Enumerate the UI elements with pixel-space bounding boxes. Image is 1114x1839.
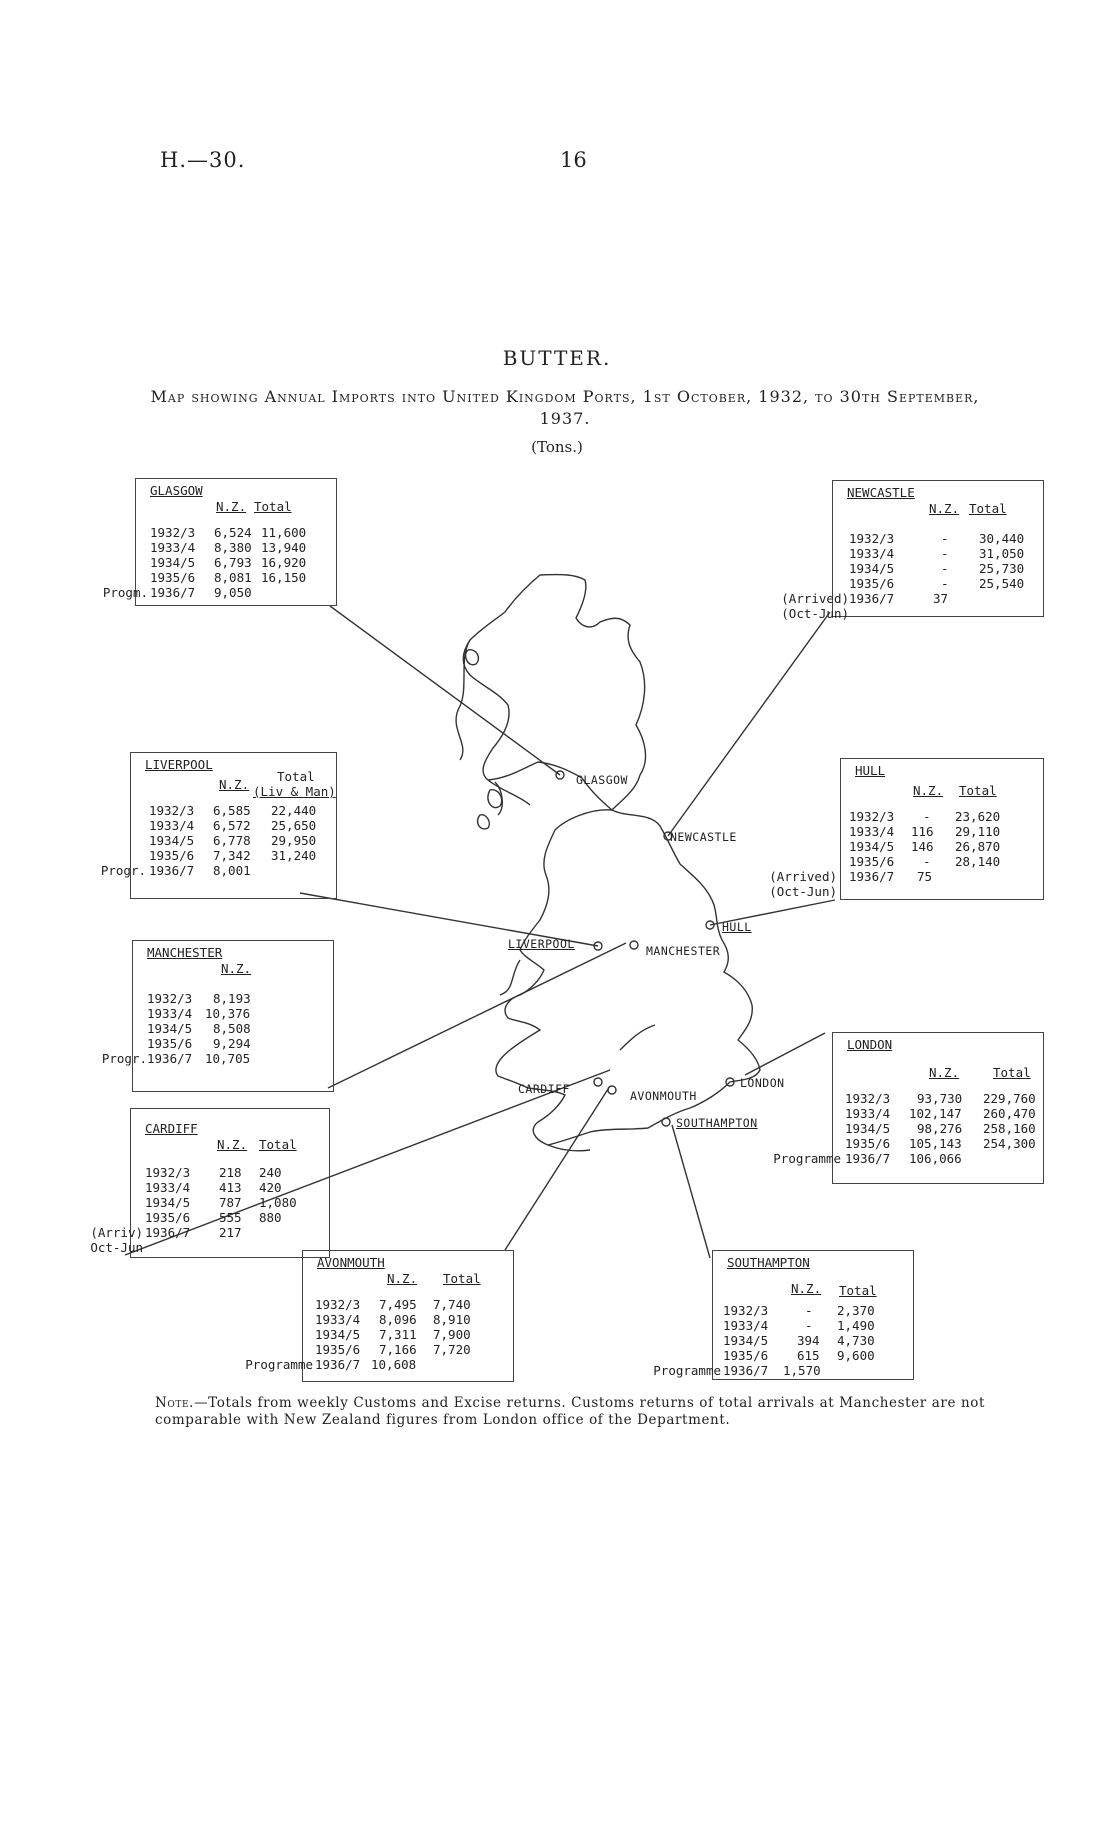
table-row: 1933/4 10,376 — [147, 1006, 251, 1021]
label-manchester: MANCHESTER — [646, 944, 721, 958]
col-nz: N.Z. — [791, 1281, 822, 1296]
label-cardiff: CARDIFF — [518, 1082, 570, 1096]
port-name: SOUTHAMPTON — [727, 1255, 810, 1270]
label-liverpool: LIVERPOOL — [508, 937, 575, 951]
table-row: Programme 1936/7 1,570 — [653, 1363, 821, 1378]
col-total: Total — [443, 1271, 481, 1286]
port-box-newcastle — [781, 480, 1044, 621]
col-nz: N.Z. — [929, 1065, 960, 1080]
port-box-manchester — [101, 940, 334, 1092]
col-nz: N.Z. — [387, 1271, 418, 1286]
leader-line — [745, 1033, 825, 1075]
table-row: 1935/6 7,342 31,240 — [149, 848, 317, 863]
table-row: 1933/4 102,147 260,470 — [845, 1106, 1036, 1121]
table-row: Programme 1936/7 106,066 — [773, 1151, 962, 1166]
footnote-label: Note. — [155, 1395, 195, 1411]
port-marker-cardiff — [594, 1078, 602, 1086]
port-box-hull — [769, 758, 1044, 900]
table-row: 1934/5 6,793 16,920 — [150, 555, 307, 570]
leader-line — [672, 1125, 710, 1258]
label-hull: HULL — [722, 920, 752, 934]
page-reference: H.—30. — [160, 148, 246, 172]
port-box-liverpool — [100, 752, 337, 899]
table-row: 1934/5 787 1,080 — [145, 1195, 297, 1210]
table-row: 1932/3 7,495 7,740 — [315, 1297, 471, 1312]
col-total: Total — [254, 499, 292, 514]
table-row: 1932/3 - 23,620 — [849, 809, 1001, 824]
table-row: Progr. 1936/7 10,705 — [101, 1051, 251, 1066]
col-nz: N.Z. — [219, 777, 250, 792]
footnote-text: —Totals from weekly Customs and Excise returns. Customs returns of total arrivals at Manchester are not comparable with New Zealand figures from London office of the Department. — [155, 1395, 985, 1428]
table-row: 1934/5 7,311 7,900 — [315, 1327, 471, 1342]
map-subtitle: Map showing Annual Imports into United Kingdom Ports, 1st October, 1932, to 30th September, 1937. — [150, 387, 980, 428]
table-row: Progr. 1936/7 8,001 — [100, 863, 251, 878]
table-row: (Arriv) 1936/7 217 — [90, 1225, 242, 1240]
port-box-cardiff — [90, 1108, 330, 1258]
port-box-london — [773, 1032, 1044, 1184]
port-name: GLASGOW — [150, 483, 203, 498]
table-row: 1934/5 98,276 258,160 — [845, 1121, 1036, 1136]
table-row: 1932/3 - 30,440 — [849, 531, 1025, 546]
table-row: 1933/4 6,572 25,650 — [149, 818, 317, 833]
table-row: 1934/5 146 26,870 — [849, 839, 1001, 854]
table-row: 1932/3 8,193 — [147, 991, 251, 1006]
col-nz: N.Z. — [217, 1137, 248, 1152]
table-row: (Arrived) 1936/7 75 — [769, 869, 933, 884]
leader-line — [668, 612, 830, 836]
table-row: 1934/5 8,508 — [147, 1021, 251, 1036]
map-title: BUTTER. — [502, 346, 612, 370]
table-row: 1935/6 615 9,600 — [723, 1348, 875, 1363]
table-row: 1933/4 8,380 13,940 — [150, 540, 307, 555]
page-number: 16 — [560, 148, 587, 172]
leader-line — [328, 943, 626, 1088]
table-row: 1932/3 218 240 — [145, 1165, 282, 1180]
table-row: 1932/3 - 2,370 — [723, 1303, 875, 1318]
table-row: 1935/6 555 880 — [145, 1210, 282, 1225]
table-row: Progm. 1936/7 9,050 — [102, 585, 252, 600]
isle-shape — [488, 790, 502, 808]
units-label: (Tons.) — [531, 438, 583, 456]
port-marker-manchester — [630, 941, 638, 949]
table-row: 1933/4 - 31,050 — [849, 546, 1025, 561]
col-total: Total — [839, 1283, 877, 1298]
port-name: MANCHESTER — [147, 945, 223, 960]
label-newcastle: NEWCASTLE — [670, 830, 737, 844]
table-row: 1934/5 394 4,730 — [723, 1333, 875, 1348]
table-row: 1935/6 7,166 7,720 — [315, 1342, 471, 1357]
port-box-southampton — [653, 1250, 914, 1380]
port-box-avonmouth — [245, 1250, 514, 1382]
col-total: Total — [993, 1065, 1031, 1080]
col-nz: N.Z. — [216, 499, 247, 514]
table-row: 1934/5 - 25,730 — [849, 561, 1025, 576]
col-total: Total — [277, 769, 315, 784]
col-nz: N.Z. — [913, 783, 944, 798]
label-southampton: SOUTHAMPTON — [676, 1116, 758, 1130]
col-nz: N.Z. — [929, 501, 960, 516]
leader-line — [330, 606, 560, 775]
port-box-glasgow — [102, 478, 337, 606]
isle-shape — [466, 650, 479, 665]
table-row: 1935/6 - 28,140 — [849, 854, 1001, 869]
table-row: 1935/6 105,143 254,300 — [845, 1136, 1036, 1151]
port-name: HULL — [855, 763, 886, 778]
table-row: 1934/5 6,778 29,950 — [149, 833, 317, 848]
table-row: Programme 1936/7 10,608 — [245, 1357, 417, 1372]
port-name: CARDIFF — [145, 1121, 198, 1136]
footnote — [155, 1395, 985, 1429]
isle-shape — [478, 815, 490, 829]
table-row: 1935/6 9,294 — [147, 1036, 251, 1051]
table-row: 1933/4 413 420 — [145, 1180, 282, 1195]
port-name: AVONMOUTH — [317, 1255, 385, 1270]
label-london: LONDON — [740, 1076, 785, 1090]
table-row: 1933/4 8,096 8,910 — [315, 1312, 471, 1327]
table-row: 1932/3 6,585 22,440 — [149, 803, 317, 818]
label-glasgow: GLASGOW — [576, 773, 628, 787]
table-row: 1933/4 - 1,490 — [723, 1318, 875, 1333]
label-avonmouth: AVONMOUTH — [630, 1089, 697, 1103]
table-row: 1933/4 116 29,110 — [849, 824, 1001, 839]
table-row: 1932/3 93,730 229,760 — [845, 1091, 1036, 1106]
port-marker-southampton — [662, 1118, 670, 1126]
port-name: NEWCASTLE — [847, 485, 915, 500]
port-name: LIVERPOOL — [145, 757, 213, 772]
col-total: Total — [969, 501, 1007, 516]
col-total: Total — [259, 1137, 297, 1152]
table-row: (Oct-Jun) — [781, 606, 849, 621]
table-row: Oct-Jun — [90, 1240, 143, 1255]
col-total-sub: (Liv & Man) — [253, 784, 336, 799]
leader-line — [505, 1086, 610, 1250]
col-total: Total — [959, 783, 997, 798]
port-name: LONDON — [847, 1037, 893, 1052]
table-row: (Arrived) 1936/7 37 — [781, 591, 949, 606]
table-row: 1935/6 - 25,540 — [849, 576, 1025, 591]
table-row: 1932/3 6,524 11,600 — [150, 525, 307, 540]
table-row: 1935/6 8,081 16,150 — [150, 570, 307, 585]
col-nz: N.Z. — [221, 961, 252, 976]
table-row: (Oct-Jun) — [769, 884, 837, 899]
port-marker-avonmouth — [608, 1086, 616, 1094]
